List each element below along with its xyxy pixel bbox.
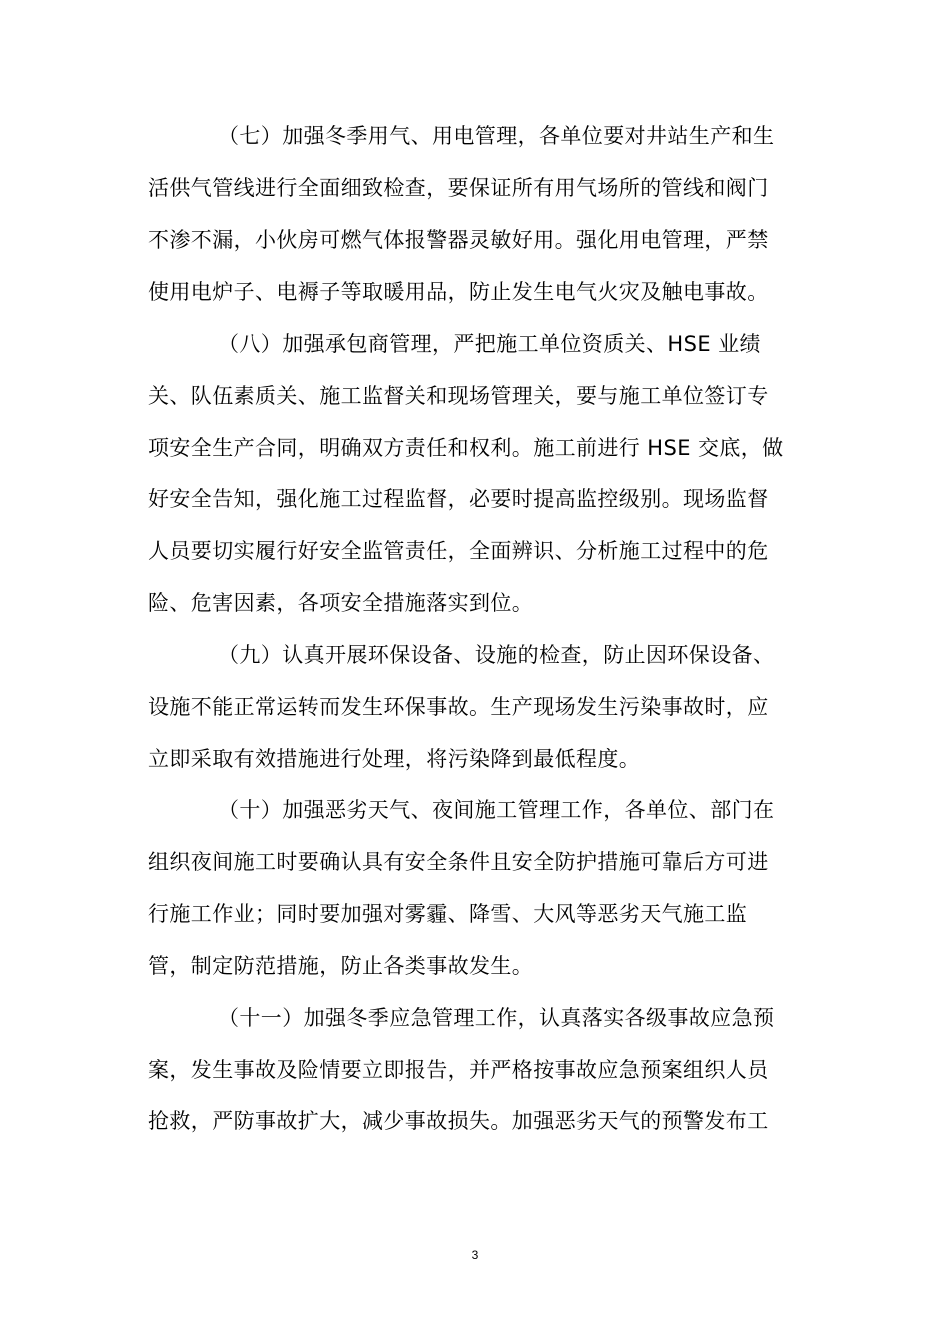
page-number: 3 [471,1248,479,1262]
paragraph-8-line-5: 人员要切实履行好安全监管责任，全面辨识、分析施工过程中的危 [148,539,769,563]
paragraph-8-line-6: 险、危害因素，各项安全措施落实到位。 [148,591,534,615]
paragraph-8-line-4: 好安全告知，强化施工过程监督，必要时提高监控级别。现场监督 [148,487,769,511]
paragraph-9-line-1: （九）认真开展环保设备、设施的检查，防止因环保设备、 [218,643,775,667]
paragraph-10-line-3: 行施工作业；同时要加强对雾霾、降雪、大风等恶劣天气施工监 [148,902,748,926]
paragraph-9-line-3: 立即采取有效措施进行处理，将污染降到最低程度。 [148,747,641,771]
paragraph-7-line-2: 活供气管线进行全面细致检查，要保证所有用气场所的管线和阀门 [148,176,769,200]
paragraph-10-line-2: 组织夜间施工时要确认具有安全条件且安全防护措施可靠后方可进 [148,850,769,874]
paragraph-9-line-2: 设施不能正常运转而发生环保事故。生产现场发生污染事故时，应 [148,695,769,719]
paragraph-7-line-1: （七）加强冬季用气、用电管理，各单位要对井站生产和生 [218,124,775,148]
paragraph-11-line-2: 案，发生事故及险情要立即报告，并严格按事故应急预案组织人员 [148,1058,769,1082]
paragraph-7-line-3: 不渗不漏，小伙房可燃气体报警器灵敏好用。强化用电管理，严禁 [148,228,769,252]
paragraph-7-line-4: 使用电炉子、电褥子等取暖用品，防止发生电气火灾及触电事故。 [148,280,769,304]
paragraph-10-line-4: 管，制定防范措施，防止各类事故发生。 [148,954,534,978]
paragraph-11-line-3: 抢救，严防事故扩大，减少事故损失。加强恶劣天气的预警发布工 [148,1109,769,1133]
paragraph-8-line-2: 关、队伍素质关、施工监督关和现场管理关，要与施工单位签订专 [148,384,769,408]
paragraph-8-line-3: 项安全生产合同，明确双方责任和权利。施工前进行 HSE 交底，做 [148,436,784,460]
paragraph-8-line-1: （八）加强承包商管理，严把施工单位资质关、HSE 业绩 [218,332,761,356]
paragraph-10-line-1: （十）加强恶劣天气、夜间施工管理工作，各单位、部门在 [218,798,775,822]
paragraph-11-line-1: （十一）加强冬季应急管理工作，认真落实各级事故应急预 [218,1006,775,1030]
